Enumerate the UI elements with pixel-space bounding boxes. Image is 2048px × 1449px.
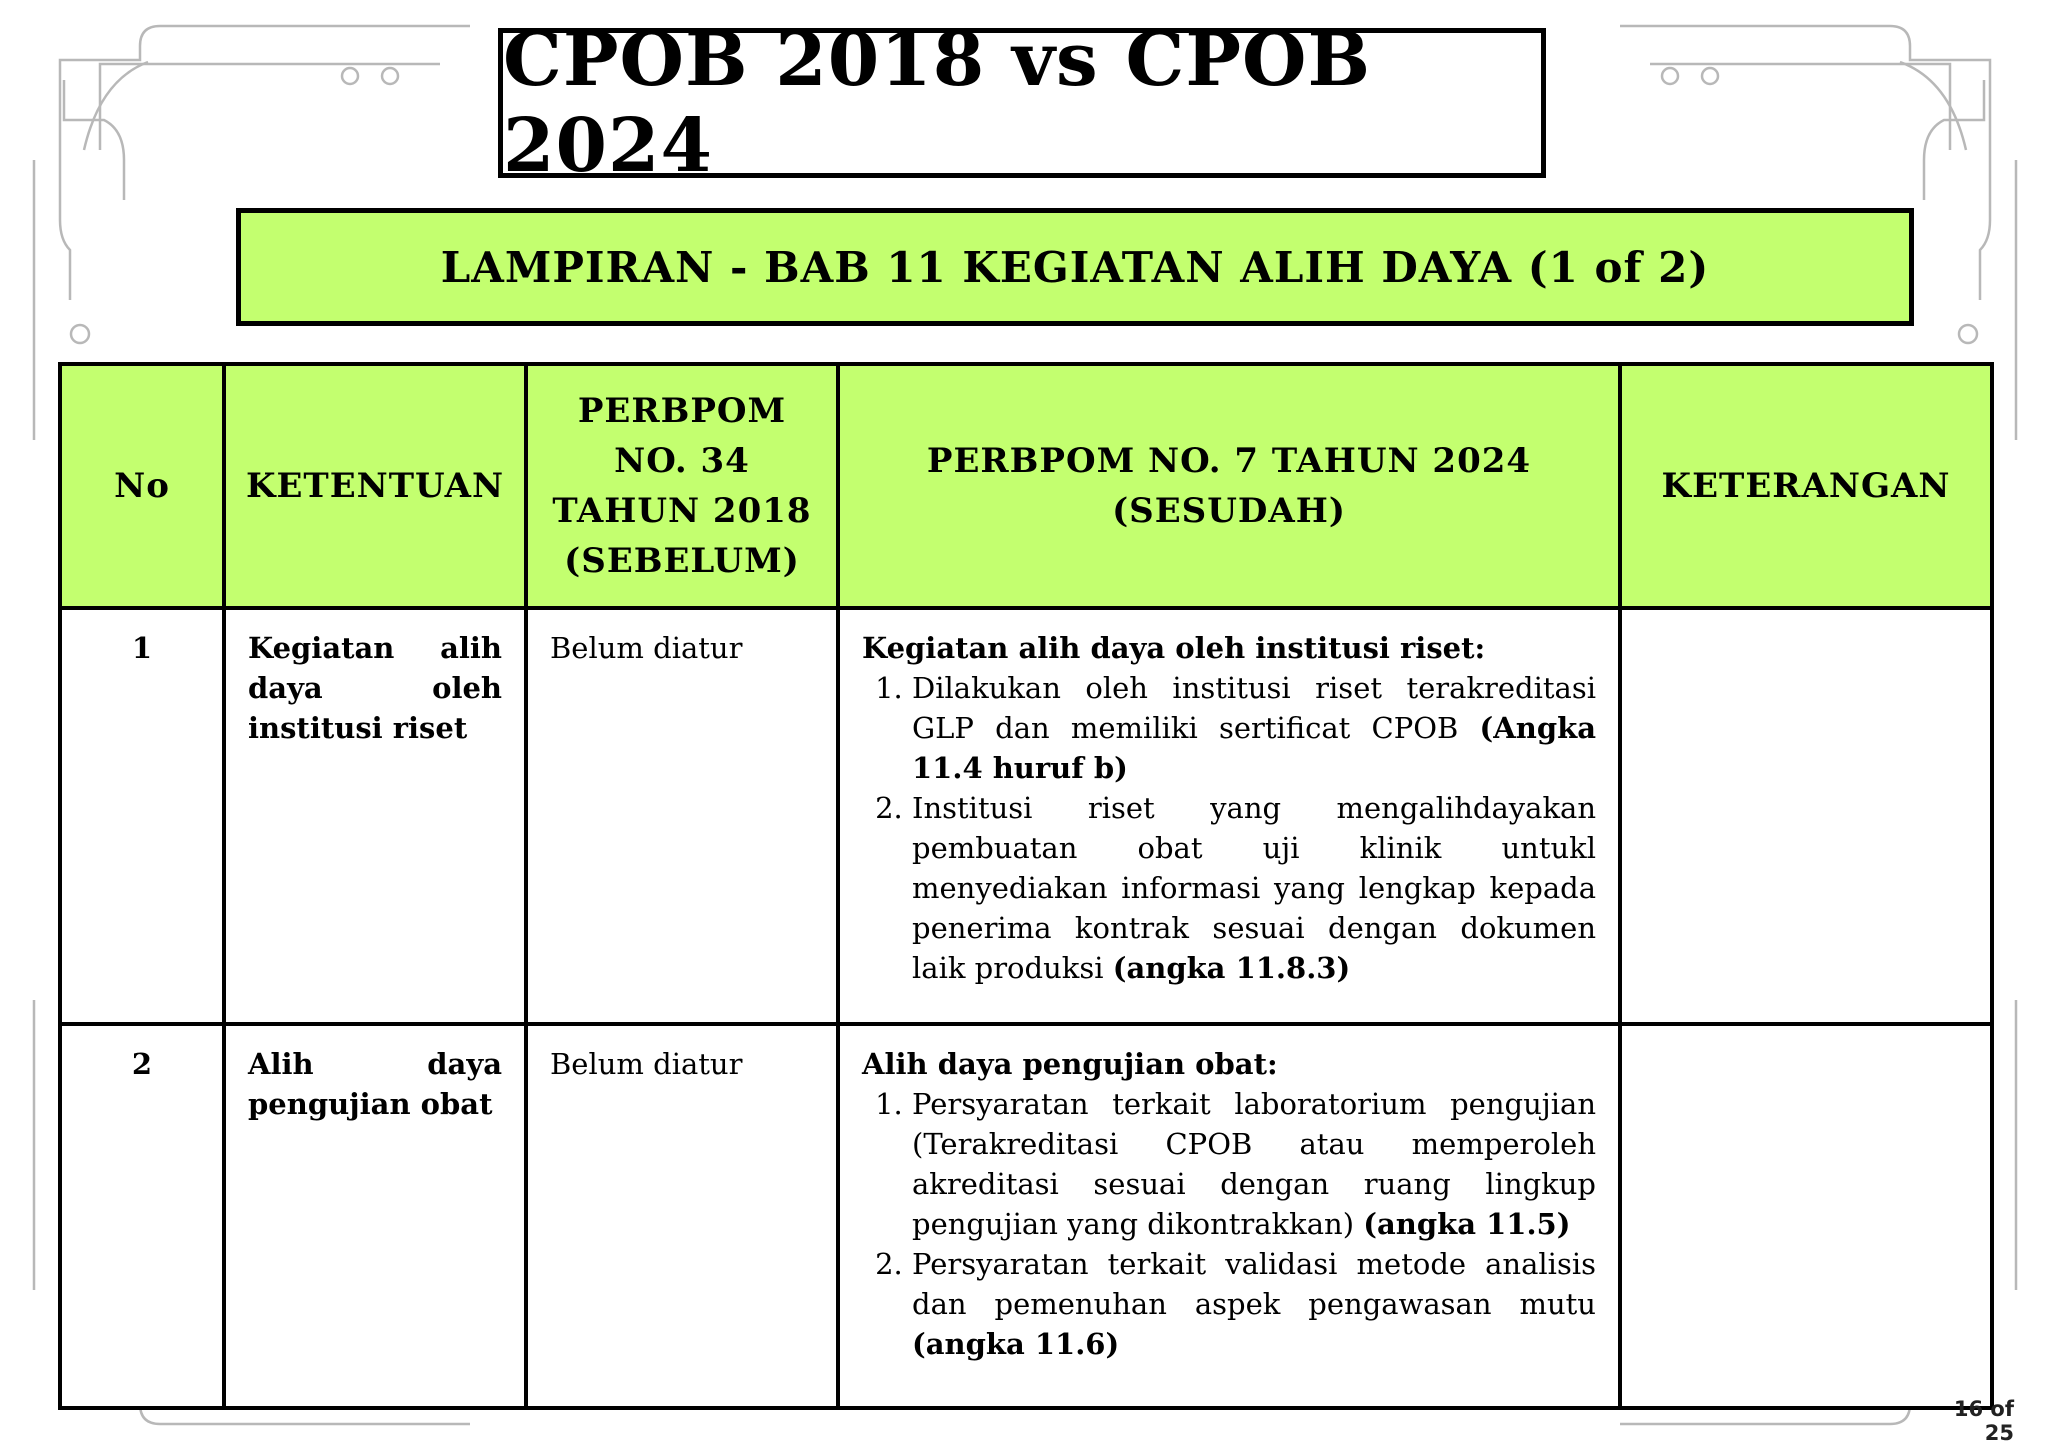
header-no: No [60,364,224,608]
row-number: 1 [60,608,224,1024]
sesudah-title: Kegiatan alih daya oleh institusi riset: [862,631,1486,665]
item-text: Persyaratan terkait validasi metode analisis dan pemenuhan aspek pengawasan mutu [912,1247,1596,1321]
list-item [912,1084,1596,1244]
list-item [912,788,1596,988]
item-text: Institusi riset yang mengalihdayakan pembuatan obat uji klinik untukl menyediakan informasi yang lengkap kepada penerima kontrak sesuai dengan dokumen laik produksi [912,791,1596,985]
row-number: 2 [60,1024,224,1408]
list-item [912,1244,1596,1364]
item-text: Dilakukan oleh institusi riset terakreditasi GLP dan memiliki sertificat CPOB [912,671,1596,745]
ketentuan-cell: Alih daya pengujian obat [224,1024,526,1408]
list-item [912,668,1596,788]
item-text: Persyaratan terkait laboratorium pengujian (Terakreditasi CPOB atau memperoleh akreditasi sesuai dengan ruang lingkup pengujian yang dikontrakkan) [912,1087,1596,1241]
keterangan-cell [1620,608,1992,1024]
item-reference: (angka 11.6) [912,1327,1120,1361]
item-reference: (angka 11.8.3) [1112,951,1351,985]
sesudah-title: Alih daya pengujian obat: [862,1047,1278,1081]
keterangan-cell [1620,1024,1992,1408]
item-reference: (Angka 11.4 huruf b) [912,711,1596,785]
page-title: CPOB 2018 vs CPOB 2024 [498,28,1546,178]
page-number: 16 of 25 [1953,1397,2014,1445]
sebelum-cell: Belum diatur [526,1024,838,1408]
item-reference: (angka 11.5) [1363,1207,1571,1241]
ketentuan-cell: Kegiatan alih daya oleh institusi riset [224,608,526,1024]
header-sebelum: PERBPOM NO. 34 TAHUN 2018 (SEBELUM) [526,364,838,608]
sesudah-list [862,668,1596,988]
sebelum-cell: Belum diatur [526,608,838,1024]
table-row [60,1024,1992,1408]
comparison-table [58,362,1994,1410]
sesudah-cell [838,1024,1620,1408]
sesudah-cell [838,608,1620,1024]
sesudah-list [862,1084,1596,1364]
header-keterangan: KETERANGAN [1620,364,1992,608]
header-ketentuan: KETENTUAN [224,364,526,608]
table-header-row [60,364,1992,608]
table-row [60,608,1992,1024]
section-subtitle: LAMPIRAN - BAB 11 KEGIATAN ALIH DAYA (1 of 2) [236,208,1914,326]
header-sesudah: PERBPOM NO. 7 TAHUN 2024 (SESUDAH) [838,364,1620,608]
